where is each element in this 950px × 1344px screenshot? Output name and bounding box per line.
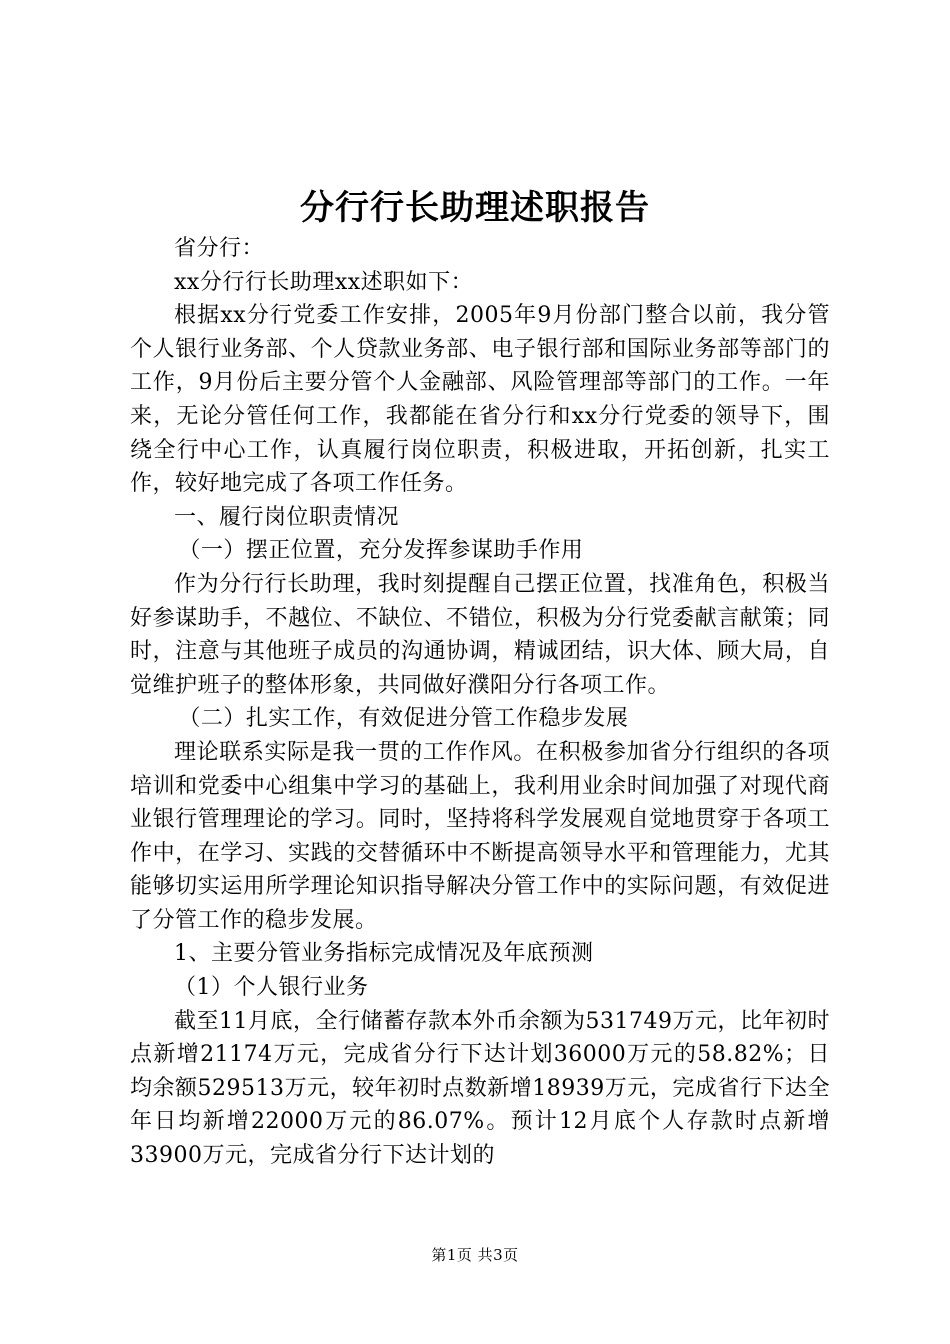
paragraph-deposits: 截至11月底，全行储蓄存款本外币余额为531749万元，比年初时点新增21174万元，完成省分行下达计划36000万元的58.82%；日均余额529513万元，较年初时点数新增18939万元，完成省行下达全年日均新增22000万元的86.07%。预计12月底个人存款时点新增33900万元，完成省分行下达计划的 (130, 1008, 830, 1169)
subsection-heading-2: （二）扎实工作，有效促进分管工作稳步发展 (178, 706, 629, 732)
subsection-heading-1: （一）摆正位置，充分发挥参谋助手作用 (178, 538, 584, 564)
salutation: 省分行： (174, 236, 265, 261)
document-body (130, 232, 830, 1173)
item-heading-1-1: （1）个人银行业务 (174, 975, 369, 1001)
page-footer: 第1页 共3页 (431, 1246, 519, 1264)
paragraph-theory: 理论联系实际是我一贯的工作作风。在积极参加省分行组织的各项培训和党委中心组集中学习的基础上，我利用业余时间加强了对现代商业银行管理理论的学习。同时，坚持将科学发展观自觉地贯穿于各项工作中，在学习、实践的交替循环中不断提高领导水平和管理能力，尤其能够切实运用所学理论知识指导解决分管工作中的实际问题，有效促进了分管工作的稳步发展。 (130, 739, 830, 933)
document-title: 分行行长助理述职报告 (300, 188, 650, 228)
section-heading-1: 一、履行岗位职责情况 (174, 504, 400, 530)
item-heading-1: 1、主要分管业务指标完成情况及年底预测 (174, 941, 594, 967)
intro-line: xx分行行长助理xx述职如下： (174, 269, 474, 295)
paragraph-overview: 根据xx分行党委工作安排，2005年9月份部门整合以前，我分管个人银行业务部、个人贷款业务部、电子银行部和国际业务部等部门的工作，9月份后主要分管个人金融部、风险管理部等部门的工作。一年来，无论分管任何工作，我都能在省分行和xx分行党委的领导下，围绕全行中心工作，认真履行岗位职责，积极进取，开拓创新，扎实工作，较好地完成了各项工作任务。 (130, 303, 830, 497)
paragraph-role: 作为分行行长助理，我时刻提醒自己摆正位置，找准角色，积极当好参谋助手，不越位、不缺位、不错位，积极为分行党委献言献策；同时，注意与其他班子成员的沟通协调，精诚团结，识大体、顾大局，自觉维护班子的整体形象，共同做好濮阳分行各项工作。 (130, 571, 830, 698)
